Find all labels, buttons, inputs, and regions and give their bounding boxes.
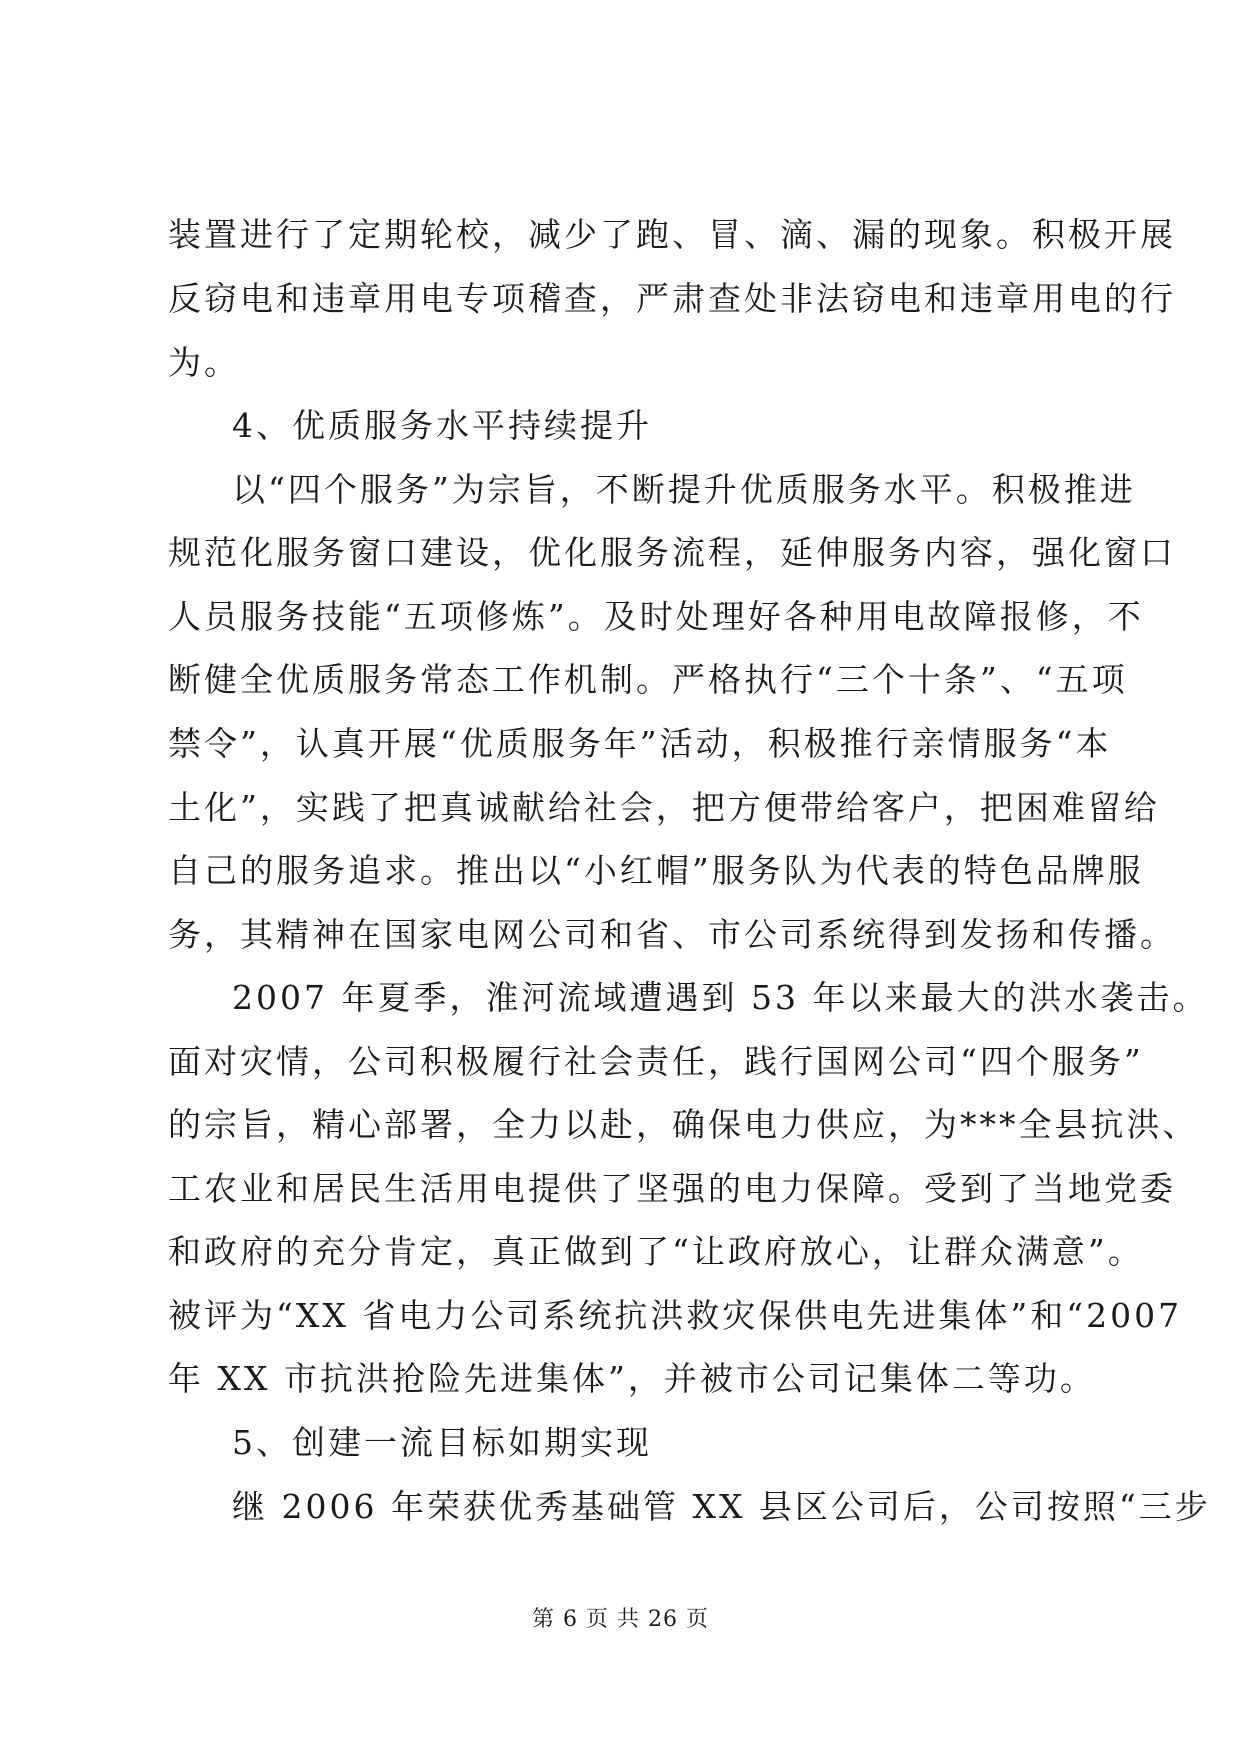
body-text-line: 土化”，实践了把真诚献给社会，把方便带给客户，把困难留给 bbox=[168, 788, 1160, 827]
body-text-line: 装置进行了定期轮校，减少了跑、冒、滴、漏的现象。积极开展 bbox=[168, 215, 1176, 254]
paragraph-first-line: 以“四个服务”为宗旨，不断提升优质服务水平。积极推进 bbox=[232, 470, 1136, 509]
body-text-line: 面对灾情，公司积极履行社会责任，践行国网公司“四个服务” bbox=[168, 1042, 1144, 1081]
body-text-line: 被评为“XX 省电力公司系统抗洪救灾保供电先进集体”和“2007 bbox=[168, 1296, 1183, 1335]
page-footer: 第 6 页 共 26 页 bbox=[532, 1607, 709, 1632]
paragraph-first-line: 2007 年夏季，淮河流域遭遇到 53 年以来最大的洪水袭击。 bbox=[232, 978, 1209, 1017]
paragraph-first-line: 继 2006 年荣获优秀基础管 XX 县区公司后，公司按照“三步 bbox=[232, 1487, 1211, 1526]
body-text-line: 规范化服务窗口建设，优化服务流程，延伸服务内容，强化窗口 bbox=[168, 533, 1176, 572]
body-text-line: 反窃电和违章用电专项稽查，严肃查处非法窃电和违章用电的行 bbox=[168, 279, 1176, 318]
body-text-line: 人员服务技能“五项修炼”。及时处理好各种用电故障报修，不 bbox=[168, 597, 1144, 636]
body-text-line: 年 XX 市抗洪抢险先进集体”，并被市公司记集体二等功。 bbox=[168, 1359, 1096, 1398]
body-text-line: 断健全优质服务常态工作机制。严格执行“三个十条”、“五项 bbox=[168, 660, 1128, 699]
body-text-line: 务，其精神在国家电网公司和省、市公司系统得到发扬和传播。 bbox=[168, 915, 1176, 954]
body-text-line: 禁令”，认真开展“优质服务年”活动，积极推行亲情服务“本 bbox=[168, 724, 1112, 763]
body-text-line: 工农业和居民生活用电提供了坚强的电力保障。受到了当地党委 bbox=[168, 1169, 1176, 1208]
body-text-line: 为。 bbox=[168, 343, 240, 382]
section-heading: 4、优质服务水平持续提升 bbox=[232, 406, 652, 445]
body-text-line: 的宗旨，精心部署，全力以赴，确保电力供应，为***全县抗洪、 bbox=[168, 1105, 1199, 1144]
body-text-line: 和政府的充分肯定，真正做到了“让政府放心，让群众满意”。 bbox=[168, 1232, 1144, 1271]
body-text-line: 自己的服务追求。推出以“小红帽”服务队为代表的特色品牌服 bbox=[168, 851, 1144, 890]
section-heading: 5、创建一流目标如期实现 bbox=[232, 1423, 652, 1462]
